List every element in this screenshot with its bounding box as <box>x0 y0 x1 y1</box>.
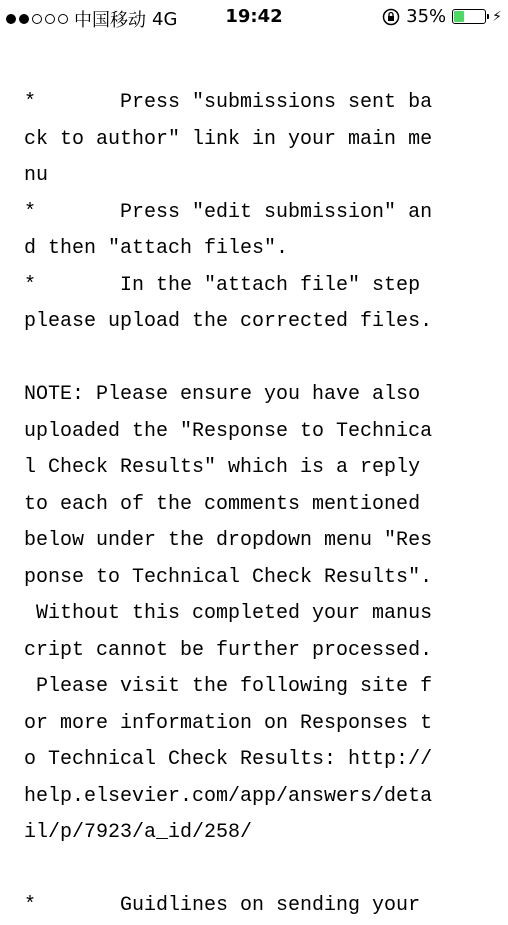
message-line: o Technical Check Results: http:// <box>24 748 433 771</box>
message-line: * In the "attach file" step <box>24 273 421 297</box>
message-line: cript cannot be further processed. <box>24 638 433 662</box>
rotation-lock-icon <box>382 8 400 26</box>
message-line: to each of the comments mentioned <box>24 492 421 516</box>
network-type: 4G <box>152 8 178 30</box>
status-time: 19:42 <box>225 6 283 27</box>
message-line: help.elsevier.com/app/answers/deta <box>24 784 433 808</box>
message-line: NOTE: Please ensure you have also <box>24 383 421 406</box>
message-line: l Check Results" which is a reply <box>24 456 421 479</box>
charging-bolt-icon: ⚡ <box>492 8 502 25</box>
message-line: * Press "edit submission" an <box>24 200 433 224</box>
message-line <box>24 341 484 378</box>
message-line: below under the dropdown menu "Res <box>24 529 433 552</box>
message-line: please upload the corrected files. <box>24 310 433 333</box>
message-line <box>24 852 484 889</box>
message-body <box>24 12 484 925</box>
message-line: ck to author" link in your main me <box>24 127 433 151</box>
message-line: * Guidlines on sending your <box>24 894 421 917</box>
message-line: Without this completed your manus <box>24 602 433 625</box>
message-line: Please visit the following site f <box>24 675 433 698</box>
message-line: nu <box>24 164 49 187</box>
battery-fill <box>454 11 464 22</box>
message-line: uploaded the "Response to Technica <box>24 419 433 443</box>
message-line: or more information on Responses t <box>24 711 433 735</box>
message-line: il/p/7923/a_id/258/ <box>24 821 253 844</box>
status-right <box>382 6 502 27</box>
battery-percent: 35% <box>406 6 447 27</box>
message-line <box>24 49 484 86</box>
message-line: ponse to Technical Check Results". <box>24 565 433 589</box>
status-bar <box>0 0 508 34</box>
message-line: d then "attach files". <box>24 237 289 260</box>
carrier-name: 中国移动 <box>74 10 146 31</box>
message-line: * Press "submissions sent ba <box>24 91 433 114</box>
battery-icon <box>452 9 486 24</box>
